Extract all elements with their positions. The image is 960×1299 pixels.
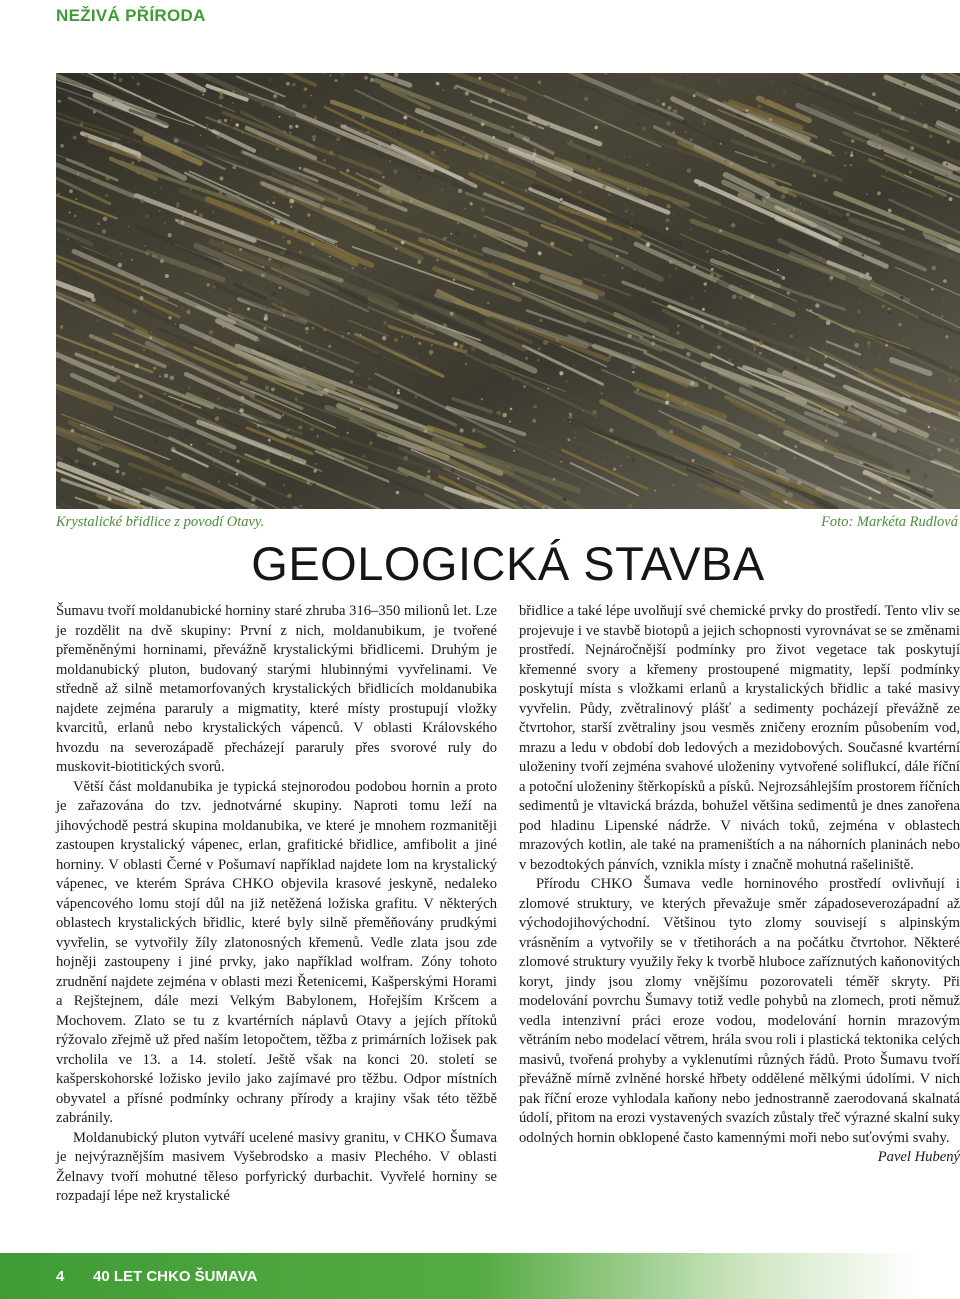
footer-bar [0, 1253, 960, 1299]
article-column-right [519, 602, 960, 1168]
paragraph: Větší část moldanubika je typická stejnorodou podobou hornin a proto je zařazována do tzv. jednotvárné skupiny. Naproti tomu leží na jihovýchodě pestrá skupina moldanubika, ve které je mnohem rozmanitěji zastoupen krystalický vápenec, erlan, grafitické břidlice, amfibolit a jiné horniny. V oblasti Černé v Pošumaví například najdete lom na krystalický vápenec, ve kterém Správa CHKO objevila krasové jeskyně, nedaleko vápencového lomu stojí důl na již netěžená ložiska grafitu. V některých oblastech krystalických břidlic, které byly silně přeměňovány prudkými vyvřelin, se vytvořily žíly zlatonosných křemenů. Vedle zlata jsou zde hojněji zastoupeny i jiné prvky, jako například wolfram. Zóny tohoto zrudnění najdete zejména v oblasti mezi Řetenicemi, Kašperskými Horami a Rejštejnem, dále mezi Velkým Babylonem, Hořejším Kršcem a Mochovem. Zlato se tu z kvartérních náplavů Otavy a jejích přítoků rýžovalo zřejmě už před naším letopočtem, těžba z primárních ložisek pak vrcholila ve 13. a 14. století. Ještě však na konci 20. století se kašperskohorské ložisko jevilo jako zajímavé pro těžbu. Odpor místních obyvatel a přísné podmínky ochrany přírody a krajiny však této těžbě zabránily. [56, 778, 497, 1126]
publication-title: 40 LET CHKO ŠUMAVA [93, 1268, 258, 1285]
article-author: Pavel Hubený [877, 1149, 960, 1165]
rock-texture-image [56, 73, 960, 509]
photo-caption: Krystalické břidlice z povodí Otavy. [56, 514, 265, 530]
paragraph: Šumavu tvoří moldanubické horniny staré zhruba 316–350 milionů let. Lze je rozdělit na dvě skupiny: První z nich, moldanubikum, je tvořené přeměněnými horninami, převážně krystalickými břidlicemi. Druhým je moldanubický pluton, budovaný starými hlubinnými vyvřelinami. Ve středně až silně metamorfovaných krystalických břidlicích moldanubika najdete zejména pararuly a migmatity, které místy prostupují vložky kvarcitů, erlanů nebo krystalických vápenců. V oblasti Královského hvozdu na severozápadě přecházejí pararuly přes svorové ruly do muskovit-biotitických svorů. [56, 603, 497, 775]
page-number: 4 [56, 1268, 65, 1285]
paragraph: Moldanubický pluton vytváří ucelené masivy granitu, v CHKO Šumava je nejvýraznějším masivem Vyšebrodsko a masiv Plechého. V oblasti Želnavy tvoří mohutné těleso porfyrický durbachit. Vyvřelé horniny se rozpadají lépe než krystalické [56, 1129, 497, 1204]
article-title: GEOLOGICKÁ STAVBA [251, 537, 765, 590]
paragraph [519, 875, 960, 1165]
rock-photo [56, 73, 960, 509]
section-header: NEŽIVÁ PŘÍRODA [56, 6, 206, 25]
photo-credit: Foto: Markéta Rudlová [821, 514, 958, 530]
paragraph-text: Přírodu CHKO Šumava vedle horninového prostředí ovlivňují i zlomové struktury, ve kterých převažuje směr západoseverozápadní až východojihovýchodní. Většinou tyto zlomy souvisejí s alpinským vrásněním a vytvořily se v třetihorách a na počátku čtvrtohor. Některé zlomové struktury využily řeky k tvorbě hluboce zaříznutých kaňonovitých koryt, jindy jsou zlomy vnějšímu pozorovateli téměř skryty. Při modelování povrchu Šumavy totiž vedle pohybů na zlomech, proti němuž vedla intenzivní práci eroze vodou, modelování hornin mrazovým větráním nebo modelací větrem, hrála svou roli i plastická tektonika celých masivů, tvořená prohyby a vyklenutími různých řádů. Proto Šumavu tvoří převážně mírně zvlněné horské hřbety oddělené mělkými údolími. V nich pak říční eroze vyhlodala kaňony nebo jednostranně zaerodovaná skalnatá údolí, přitom na erozi vystavených svazích zůstaly třeč výrazné skalní suky odolných hornin obklopené často kamennými moři nebo suťovými svahy. [519, 876, 960, 1146]
article-column-left [56, 602, 497, 1207]
paragraph: břidlice a také lépe uvolňují své chemické prvky do prostředí. Tento vliv se projevuje i ve stavbě biotopů a jejich schopnosti vyrovnávat se se změnami prostředí. Nejnáročnější podmínky pro život vegetace tak poskytují křemenné svory a křemeny prostoupené migmatity, lepší podmínky poskytují místa s vložkami erlanů a krystalických břidlic a také masivy vyvřelin. Půdy, zvětralinový plášť a sedimenty pocházejí převážně ze čtvrtohor, starší zvětraliny jsou vesměs zničeny erozním působením vod, mrazu a ledu v období dob ledových a mezidobových. Současné kvartérní uloženiny tvoří zejména svahové uloženiny vytvořené soliflukcí, dále říční a potoční uloženiny štěrkopísků a písků. Nejrozsáhlejším prostorem říčních sedimentů je vltavická brázda, bohužel většina sedimentů je dnes zanořena pod hladinu Lipenské nádrže. V nivách toků, zejména v oblastech mrazových kotlin, ale také na prameništích a na náhorních planinách nebo v bezodtokých pánvích, vznikla místy i značně mohutná rašeliniště. [519, 603, 960, 873]
